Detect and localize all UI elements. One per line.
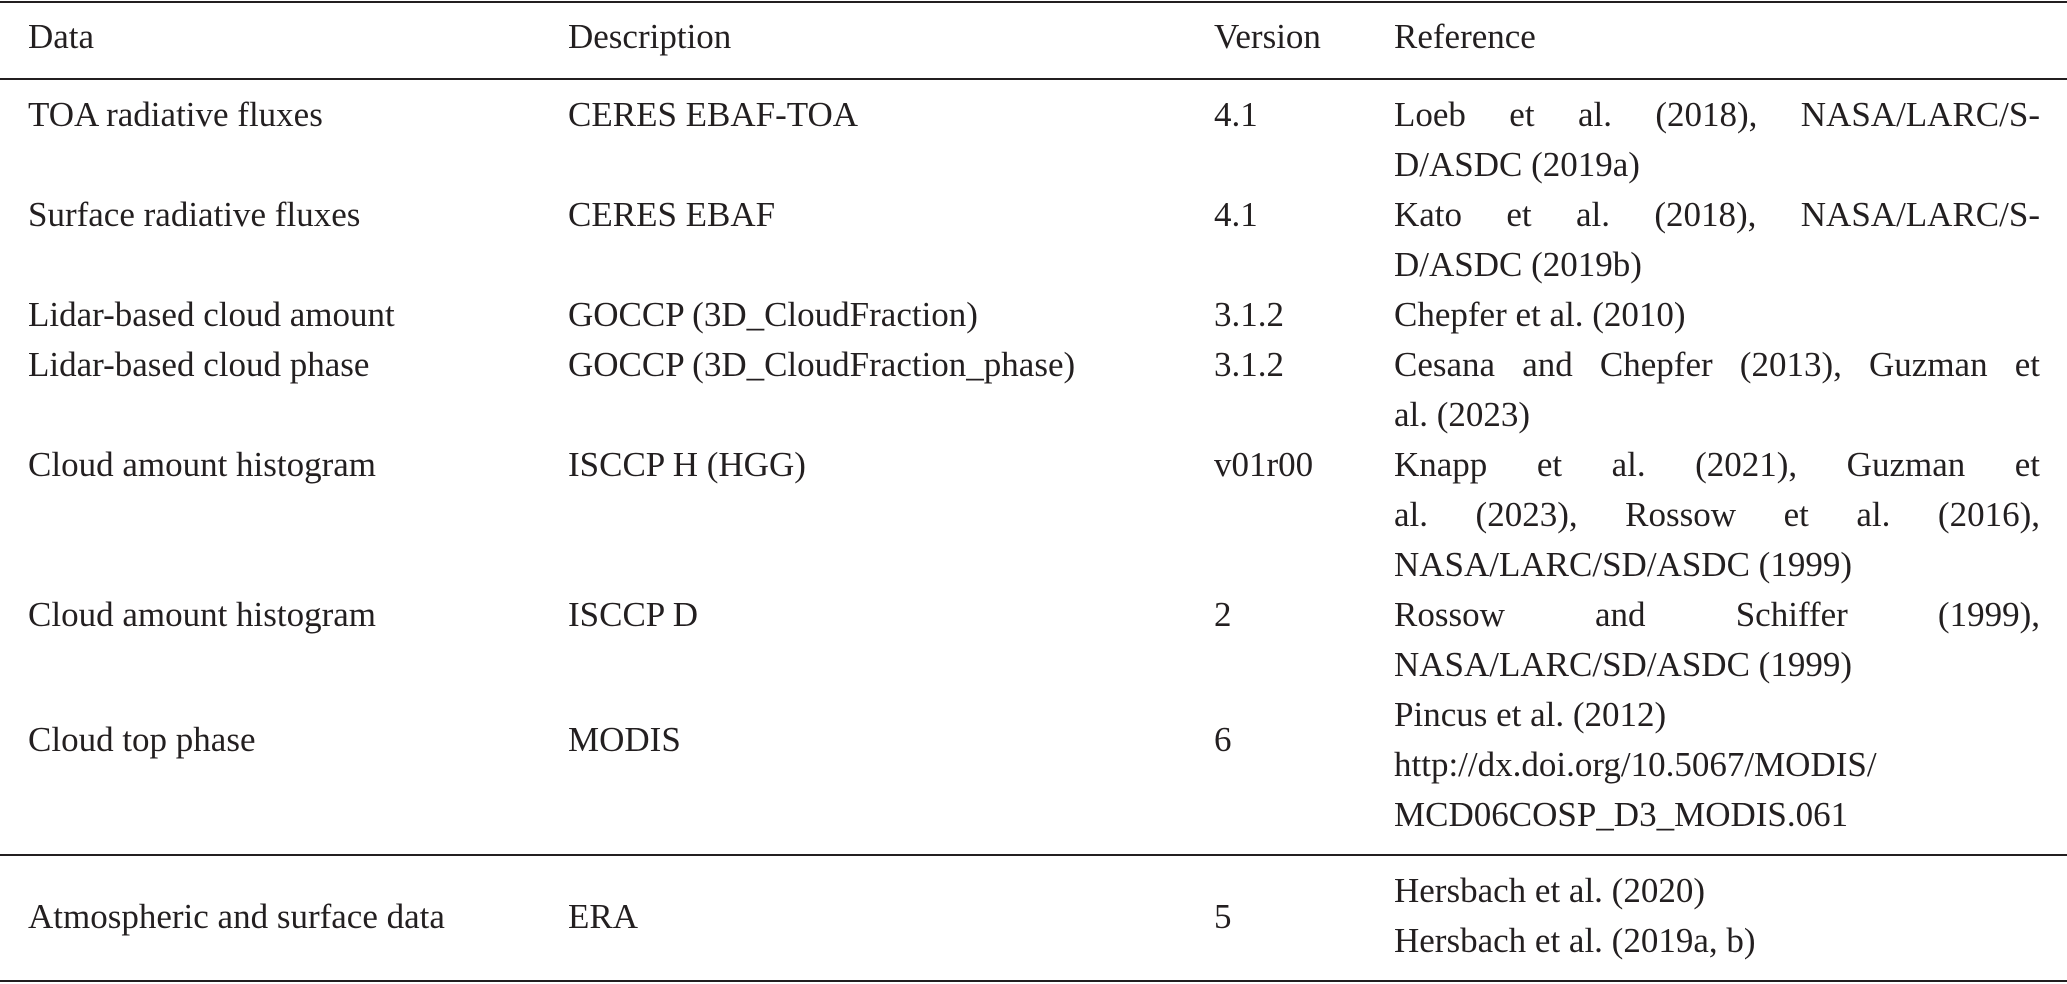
header-description: Description [568,17,732,56]
cell-reference [1394,190,2040,290]
cell-version: 4.1 [1214,195,1258,234]
cell-data: Atmospheric and surface data [28,897,445,936]
header-data: Data [28,17,95,56]
header-rule [0,78,2067,80]
reference-line: al. (2023), Rossow et al. (2016), [1394,495,2040,534]
cell-data: Lidar-based cloud phase [28,345,370,384]
cell-version: 2 [1214,595,1232,634]
cell-reference [1394,590,2040,690]
reference-line: Loeb et al. (2018), NASA/LARC/S- [1394,95,2040,134]
reference-line: D/ASDC (2019b) [1394,245,1642,284]
reference-line: http://dx.doi.org/10.5067/MODIS/ [1394,745,1877,784]
reference-line: NASA/LARC/SD/ASDC (1999) [1394,645,1852,684]
reference-line: NASA/LARC/SD/ASDC (1999) [1394,545,1852,584]
cell-data: Surface radiative fluxes [28,195,361,234]
reference-line: Hersbach et al. (2019a, b) [1394,921,1756,960]
reference-line: Chepfer et al. (2010) [1394,295,1686,334]
group-divider-rule [0,854,2067,856]
cell-reference [1394,440,2040,590]
cell-version: 5 [1214,897,1232,936]
cell-version: 3.1.2 [1214,295,1284,334]
cell-reference [1394,690,2040,840]
cell-reference [1394,90,2040,190]
cell-version: 6 [1214,720,1232,759]
cell-version: 3.1.2 [1214,345,1284,384]
cell-data: Cloud amount histogram [28,595,377,634]
cell-description: CERES EBAF-TOA [568,95,859,134]
cell-description: MODIS [568,720,681,759]
reference-line: Pincus et al. (2012) [1394,695,1667,734]
reference-line: al. (2023) [1394,395,1531,434]
reference-line: Hersbach et al. (2020) [1394,871,1705,910]
cell-reference [1394,866,2040,966]
reference-line: Kato et al. (2018), NASA/LARC/S- [1394,195,2040,234]
cell-version: 4.1 [1214,95,1258,134]
cell-description: CERES EBAF [568,195,776,234]
cell-version: v01r00 [1214,445,1314,484]
top-rule [0,1,2067,3]
bottom-rule [0,980,2067,982]
cell-description: ISCCP H (HGG) [568,445,806,484]
reference-line: Cesana and Chepfer (2013), Guzman et [1394,345,2040,384]
cell-description: GOCCP (3D_CloudFraction_phase) [568,345,1076,384]
cell-description: ISCCP D [568,595,699,634]
reference-line: MCD06COSP_D3_MODIS.061 [1394,795,1849,834]
header-reference: Reference [1394,17,1536,56]
cell-reference [1394,340,2040,440]
reference-line: Rossow and Schiffer (1999), [1394,595,2040,634]
cell-data: TOA radiative fluxes [28,95,323,134]
cell-data: Cloud top phase [28,720,256,759]
cell-description: ERA [568,897,638,936]
cell-reference [1394,290,2040,340]
header-version: Version [1214,17,1321,56]
cell-description: GOCCP (3D_CloudFraction) [568,295,978,334]
cell-data: Lidar-based cloud amount [28,295,395,334]
reference-line: D/ASDC (2019a) [1394,145,1640,184]
reference-line: Knapp et al. (2021), Guzman et [1394,445,2040,484]
cell-data: Cloud amount histogram [28,445,377,484]
